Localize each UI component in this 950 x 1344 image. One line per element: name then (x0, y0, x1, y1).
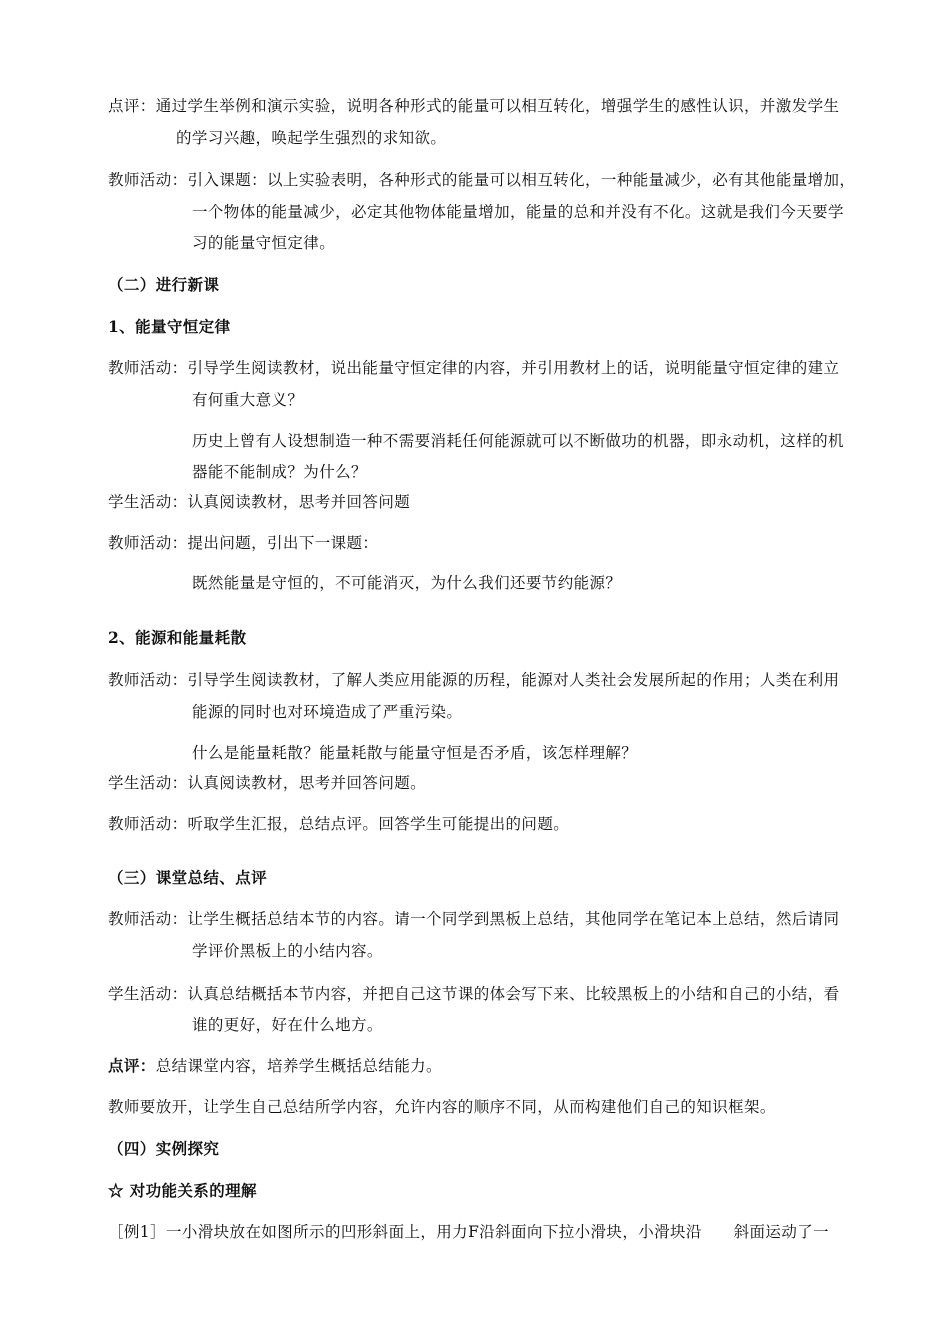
section-heading: （四）实例探究 (108, 1139, 220, 1158)
activity-text: 引导学生阅读教材，了解人类应用能源的历程，能源对人类社会发展所起的作用；人类在利用 (187, 671, 840, 689)
teacher-activity-line (108, 669, 839, 691)
activity-text: 提出问题，引出下一课题： (187, 534, 379, 552)
activity-text: 引入课题：以上实验表明，各种形式的能量可以相互转化，一种能量减少，必有其他能量增加， (187, 171, 856, 189)
paragraph-continuation: 能源的同时也对环境造成了严重污染。 (192, 703, 463, 721)
comment-label: 点评： (108, 1056, 156, 1075)
student-activity-line (108, 491, 410, 513)
activity-label: 教师活动： (108, 171, 188, 189)
activity-text: 让学生概括总结本节的内容。请一个同学到黑板上总结，其他同学在笔记本上总结，然后请同 (187, 910, 840, 928)
activity-label: 教师活动： (108, 359, 188, 377)
paragraph-line: 教师要放开，让学生自己总结所学内容，允许内容的顺序不同，从而构建他们自己的知识框架。 (108, 1098, 776, 1116)
subsection-heading: 2、能源和能量耗散 (108, 628, 247, 647)
paragraph-line: 历史上曾有人设想制造一种不需要消耗任何能源就可以不断做功的机器，即永动机，这样的机 (192, 432, 844, 450)
paragraph-continuation: 一个物体的能量减少，必定其他物体能量增加，能量的总和并没有不化。这就是我们今天要学 (192, 203, 844, 221)
paragraph-continuation: 谁的更好，好在什么地方。 (192, 1016, 383, 1034)
activity-label: 教师活动： (108, 815, 188, 833)
comment-text: 通过学生举例和演示实验，说明各种形式的能量可以相互转化，增强学生的感性认识，并激发学生 (155, 97, 840, 115)
activity-text: 认真阅读教材，思考并回答问题。 (187, 774, 427, 792)
teacher-activity-line (108, 169, 855, 191)
teacher-activity-line (108, 908, 839, 930)
subsection-heading: 1、能量守恒定律 (108, 317, 231, 336)
comment-label: 点评： (108, 97, 156, 115)
activity-label: 学生活动： (108, 774, 188, 792)
paragraph-line: 既然能量是守恒的，不可能消灭，为什么我们还要节约能源？ (192, 574, 622, 592)
comment-line (108, 1055, 442, 1077)
paragraph-continuation: 器能不能制成？为什么？ (192, 463, 367, 481)
teacher-activity-line (108, 357, 839, 379)
topic-heading: ☆ 对功能关系的理解 (108, 1181, 257, 1200)
activity-text: 引导学生阅读教材，说出能量守恒定律的内容，并引用教材上的话，说明能量守恒定律的建立 (187, 359, 840, 377)
comment-text: 总结课堂内容，培养学生概括总结能力。 (155, 1057, 442, 1075)
teacher-activity-line (108, 813, 569, 835)
activity-label: 教师活动： (108, 534, 188, 552)
section-heading: （三）课堂总结、点评 (108, 868, 268, 887)
activity-text: 认真阅读教材，思考并回答问题 (187, 493, 411, 511)
paragraph-line: 什么是能量耗散？能量耗散与能量守恒是否矛盾，该怎样理解？ (192, 744, 638, 762)
activity-text: 认真总结概括本节内容，并把自己这节课的体会写下来、比较黑板上的小结和自己的小结，看 (187, 985, 840, 1003)
paragraph-continuation: 学评价黑板上的小结内容。 (192, 942, 383, 960)
student-activity-line (108, 983, 839, 1005)
activity-label: 教师活动： (108, 671, 188, 689)
teacher-activity-line (108, 532, 378, 554)
activity-label: 教师活动： (108, 910, 188, 928)
activity-label: 学生活动： (108, 985, 188, 1003)
section-heading: （二）进行新课 (108, 275, 220, 294)
comment-line (108, 95, 839, 117)
activity-text: 听取学生汇报，总结点评。回答学生可能提出的问题。 (187, 815, 570, 833)
example-line: ［例1］一小滑块放在如图所示的凹形斜面上，用力F沿斜面向下拉小滑块，小滑块沿 斜面运动了一 (108, 1223, 830, 1241)
paragraph-continuation: 习的能量守恒定律。 (192, 234, 336, 252)
comment-continuation: 的学习兴趣，唤起学生强烈的求知欲。 (176, 129, 447, 147)
activity-label: 学生活动： (108, 493, 188, 511)
paragraph-continuation: 有何重大意义？ (192, 391, 304, 409)
student-activity-line (108, 772, 426, 794)
